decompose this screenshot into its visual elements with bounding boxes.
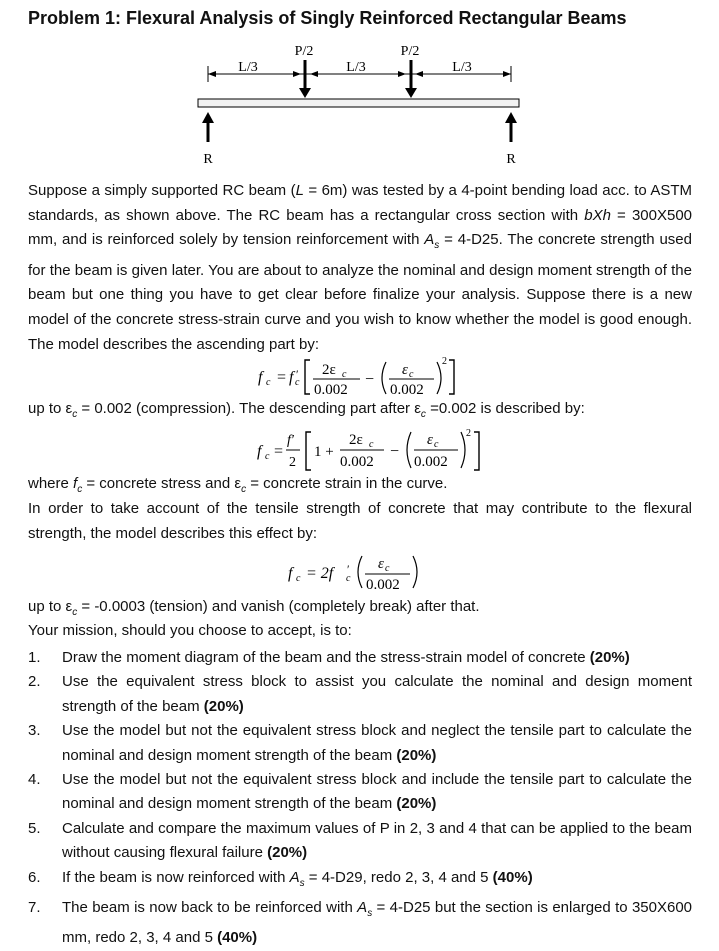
intro-paragraph: Suppose a simply supported RC beam (L = 6m) was tested by a 4-point bending load acc. to ASTM standards, as shown above. The RC beam has a rectangular cross section with bXh = 300X500 mm, and is reinforced solely by tension reinforcement with $A_s = 4-D25$. The concrete strength used for the beam is given later. You are about to analyze the nominal and design moment strength of the beam but one thing you have to get clear before finalize your analysis. Suppose there is a new model of the concrete stress-strain curve and you wish to know whether the model is good enough. The model describes the ascending part by: [28, 182, 693, 353]
mission-line: Your mission, should you choose to accept, is to: [28, 622, 352, 639]
reaction-label-right: R [506, 152, 516, 167]
svg-text:c: c [369, 439, 374, 450]
svg-text:f′: f′ [287, 433, 294, 448]
svg-text:1 +: 1 + [314, 444, 334, 460]
svg-text:c: c [346, 573, 351, 584]
equation-ascending [0, 348, 719, 408]
span-label-right: L/3 [452, 60, 472, 75]
svg-text:ε: ε [427, 432, 433, 448]
span-label-left: L/3 [238, 60, 258, 75]
beam-diagram [0, 0, 719, 180]
load-label-right: P/2 [400, 44, 420, 59]
ascending-limit-line: up to $\varepsilon_c = 0.002$ (compression). The descending part after $\varepsilon_c =0.002$ is described by: [28, 400, 585, 420]
load-arrow-left-icon [299, 60, 311, 98]
svg-text:c: c [385, 563, 390, 574]
svg-text:= 2f: = 2f [306, 565, 334, 582]
svg-text:f: f [289, 369, 294, 386]
list-item: 4. Use the model but not the equivalent stress block and include the tensile part to calculate the nominal and design moment strength of the beam (20%) [28, 771, 692, 813]
svg-text:−: − [390, 443, 400, 460]
svg-text:2: 2 [442, 356, 447, 367]
list-item: 7. The beam is now back to be reinforced with $A_s = 4-D25$ but the section is enlarged to 350X600 mm, redo 2, 3, 4 and 5 (40%) [28, 899, 693, 947]
svg-text:c: c [295, 377, 300, 388]
equation-descending [0, 422, 719, 476]
svg-text:ε: ε [402, 362, 408, 378]
task-list [28, 646, 692, 951]
svg-text:2: 2 [289, 455, 296, 470]
svg-text:2: 2 [466, 428, 471, 439]
reaction-arrow-right-icon [505, 112, 517, 142]
svg-text:=: = [274, 443, 284, 460]
span-label-mid: L/3 [346, 60, 366, 75]
svg-text:2ε: 2ε [322, 362, 336, 378]
list-item: 2. Use the equivalent stress block to assist you calculate the nominal and design moment strength of the beam (20%) [28, 673, 692, 715]
load-arrow-right-icon [405, 60, 417, 98]
svg-text:c: c [434, 439, 439, 450]
svg-text:0.002: 0.002 [366, 577, 400, 593]
equation-tension [0, 548, 719, 596]
dim-arrow-right-icon [503, 71, 511, 77]
load-label-left: P/2 [294, 44, 314, 59]
list-item: 5. Calculate and compare the maximum values of P in 2, 3 and 4 that can be applied to the beam without causing flexural failure (20%) [28, 819, 692, 862]
dim-arrow-left-icon [208, 71, 216, 77]
svg-text:c: c [266, 377, 271, 388]
tension-paragraph: In order to take account of the tensile strength of concrete that may contribute to the flexural strength, the model describes this effect by: [28, 500, 692, 542]
svg-text:0.002: 0.002 [390, 382, 424, 398]
problem-title: Problem 1: Flexural Analysis of Singly Reinforced Rectangular Beams [28, 8, 627, 28]
reaction-label-left: R [203, 152, 213, 167]
svg-text:0.002: 0.002 [340, 454, 374, 470]
svg-text:0.002: 0.002 [414, 454, 448, 470]
svg-text:′: ′ [296, 367, 299, 381]
svg-text:ε: ε [378, 556, 384, 572]
list-item: 6. If the beam is now reinforced with $A_s = 4-D29$, redo 2, 3, 4 and 5 (40%) [28, 868, 533, 889]
beam [198, 99, 519, 107]
svg-text:0.002: 0.002 [314, 382, 348, 398]
svg-text:c: c [409, 369, 414, 380]
svg-text:=: = [277, 369, 287, 386]
svg-text:f: f [257, 443, 262, 460]
svg-text:c: c [296, 573, 301, 584]
list-item: 1. Draw the moment diagram of the beam and the stress-strain model of concrete (20%) [28, 649, 630, 666]
svg-text:c: c [265, 451, 270, 462]
svg-text:c: c [342, 369, 347, 380]
reaction-arrow-left-icon [202, 112, 214, 142]
svg-text:f: f [258, 369, 263, 386]
tension-limit-line: up to $\varepsilon_c = -0.0003$ (tension) and vanish (completely break) after that. [28, 598, 480, 618]
svg-text:f: f [288, 565, 293, 582]
where-line: where $f_c$ = concrete stress and $\varepsilon_c$ = concrete strain in the curve. [28, 475, 448, 495]
svg-text:′: ′ [347, 562, 350, 576]
svg-text:−: − [365, 371, 375, 388]
svg-text:2ε: 2ε [349, 432, 363, 448]
list-item: 3. Use the model but not the equivalent stress block and neglect the tensile part to calculate the nominal and design moment strength of the beam (20%) [28, 722, 692, 764]
